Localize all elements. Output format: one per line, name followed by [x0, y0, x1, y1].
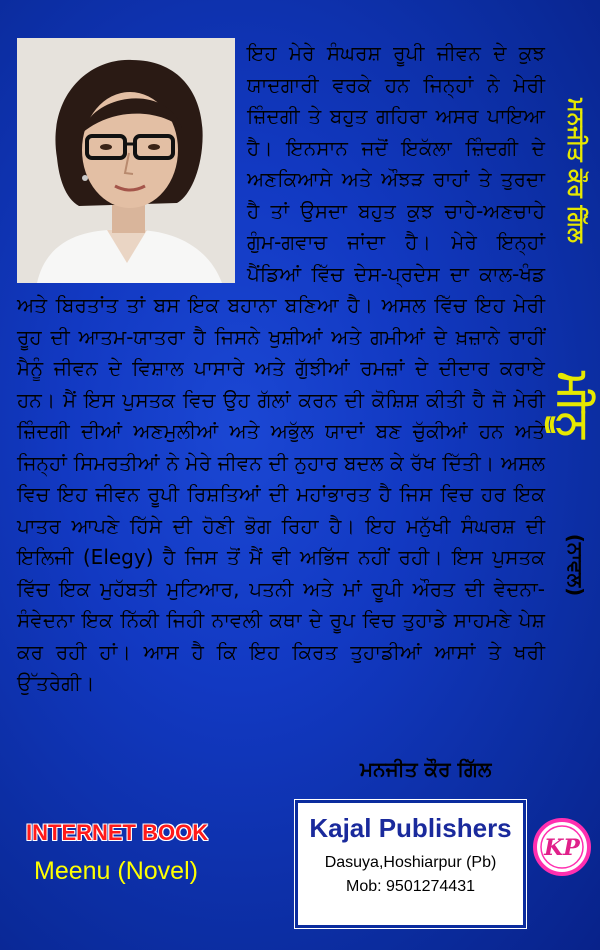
- blurb-text: [17, 38, 545, 700]
- spine-genre: [560, 470, 590, 660]
- logo-text: KP: [544, 835, 580, 861]
- photo-wrap-spacer: [17, 38, 247, 290]
- author-signature: ਮਨਜੀਤ ਕੌਰ ਗਿੱਲ: [360, 757, 492, 781]
- book-name: Meenu (Novel): [34, 857, 198, 885]
- publisher-box: [295, 800, 526, 928]
- publisher-name: Kajal Publishers: [309, 813, 512, 843]
- publisher-logo-icon: [533, 818, 591, 876]
- publisher-mobile: Mob: 9501274431: [346, 878, 475, 895]
- spine-title: [548, 370, 598, 440]
- blurb-paragraph: ਇਹ ਮੇਰੇ ਸੰਘਰਸ਼ ਰੂਪੀ ਜੀਵਨ ਦੇ ਕੁਝ ਯਾਦਗਾਰੀ ਵਰਕੇ ਹਨ ਜਿਨ੍ਹਾਂ ਨੇ ਮੇਰੀ ਜ਼ਿੰਦਗੀ ਤੇ ਬਹੁਤ ਗਹਿਰਾ ਅਸਰ ਪਾਇਆ ਹੈ। ਇਨਸਾਨ ਜਦੋਂ ਇਕੱਲਾ ਜ਼ਿੰਦਗੀ ਦੇ ਅਣਕਿਆਸੇ ਅਤੇ ਔਝੜ ਰਾਹਾਂ ਤੇ ਤੁਰਦਾ ਹੈ ਤਾਂ ਉਸਦਾ ਬਹੁਤ ਕੁਝ ਚਾਹੇ-ਅਣਚਾਹੇ ਗੁੰਮ-ਗਵਾਚ ਜਾਂਦਾ ਹੈ। ਮੇਰੇ ਇਨ੍ਹਾਂ ਪੈਂਡਿਆਂ ਵਿੱਚ ਦੇਸ-ਪ੍ਰਦੇਸ ਦਾ ਕਾਲ-ਖੰਡ ਅਤੇ ਬਿਰਤਾਂਤ ਤਾਂ ਬਸ ਇਕ ਬਹਾਨਾ ਬਣਿਆ ਹੈ। ਅਸਲ ਵਿੱਚ ਇਹ ਮੇਰੀ ਰੂਹ ਦੀ ਆਤਮ-ਯਾਤਰਾ ਹੈ ਜਿਸਨੇ ਖੁਸ਼ੀਆਂ ਅਤੇ ਗਮੀਆਂ ਦੇ ਖ਼ਜ਼ਾਨੇ ਰਾਹੀਂ ਮੈਨੂੰ ਜੀਵਨ ਦੇ ਵਿਸ਼ਾਲ ਪਾਸਾਰੇ ਅਤੇ ਗੁੱਝੀਆਂ ਰਮਜ਼ਾਂ ਦੇ ਦੀਦਾਰ ਕਰਾਏ ਹਨ। ਮੈਂ ਇਸ ਪੁਸਤਕ ਵਿਚ ਉਹ ਗੱਲਾਂ ਕਰਨ ਦੀ ਕੋਸ਼ਿਸ਼ ਕੀਤੀ ਹੈ ਜੋ ਮੇਰੀ ਜ਼ਿੰਦਗੀ ਦੀਆਂ ਅਣਮੁਲੀਆਂ ਅਤੇ ਅਭੁੱਲ ਯਾਦਾਂ ਬਣ ਚੁੱਕੀਆਂ ਹਨ ਅਤੇ ਜਿਨ੍ਹਾਂ ਸਿਮਰਤੀਆਂ ਨੇ ਮੇਰੇ ਜੀਵਨ ਦੀ ਨੁਹਾਰ ਬਦਲ ਕੇ ਰੱਖ ਦਿੱਤੀ। ਅਸਲ ਵਿਚ ਇਹ ਜੀਵਨ ਰੂਪੀ ਰਿਸ਼ਤਿਆਂ ਦੀ ਮਹਾਂਭਾਰਤ ਹੈ ਜਿਸ ਵਿਚ ਹਰ ਇਕ ਪਾਤਰ ਆਪਣੇ ਹਿੱਸੇ ਦੀ ਹੋਣੀ ਭੋਗ ਰਿਹਾ ਹੈ। ਇਹ ਮਨੁੱਖੀ ਸੰਘਰਸ਼ ਦੀ ਇਲਿਜੀ (Elegy) ਹੈ ਜਿਸ ਤੋਂ ਮੈਂ ਵੀ ਅਭਿੱਜ ਨਹੀਂ ਰਹੀ। ਇਸ ਪੁਸਤਕ ਵਿੱਚ ਇਕ ਮੁਹੱਬਤੀ ਮੁਟਿਆਰ, ਪਤਨੀ ਅਤੇ ਮਾਂ ਰੂਪੀ ਔਰਤ ਦੀ ਵੇਦਨਾ-ਸੰਵੇਦਨਾ ਇਕ ਨਿੱਕੀ ਜਿਹੀ ਨਾਵਲੀ ਕਥਾ ਦੇ ਰੂਪ ਵਿਚ ਤੁਹਾਡੇ ਸਾਹਮਣੇ ਪੇਸ਼ ਕਰ ਰਹੀ ਹਾਂ। ਆਸ ਹੈ ਕਿ ਇਹ ਕਿਰਤ ਤੁਹਾਡੀਆਂ ਆਸਾਂ ਤੇ ਖਰੀ ਉੱਤਰੇਗੀ।: [17, 41, 545, 695]
- spine-author: [560, 40, 590, 300]
- spine-author-label: ਮਨਜੀਤ ਕੌਰ ਗਿੱਲ: [562, 97, 588, 243]
- internet-book-label: INTERNET BOOK: [26, 820, 209, 845]
- publisher-address: Dasuya,Hoshiarpur (Pb): [324, 854, 497, 871]
- spine-genre-label: (ਨਾਵਲ): [563, 533, 588, 597]
- spine-title-label: ਮੀਨੂ: [549, 371, 598, 439]
